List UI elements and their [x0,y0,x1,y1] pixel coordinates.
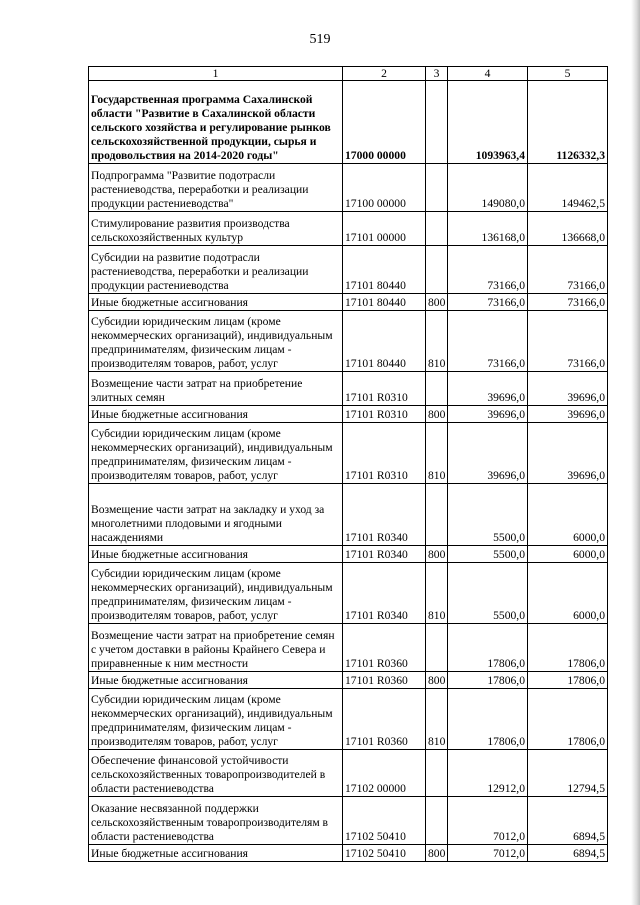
table-row [89,423,608,484]
amount-col5-cell: 6000,0 [528,563,608,624]
amount-col5-cell: 136668,0 [528,212,608,246]
expense-type-cell: 800 [426,672,448,689]
amount-col4-cell: 136168,0 [448,212,528,246]
table-row [89,797,608,845]
expense-type-cell [426,372,448,406]
expense-type-cell: 800 [426,845,448,862]
item-name-cell: Субсидии на развитие подотрасли растениеводства, переработки и реализации продукции растениеводства [89,246,343,294]
table-row [89,546,608,563]
item-name-cell: Обеспечение финансовой устойчивости сельскохозяйственных товаропроизводителей в области растениеводства [89,750,343,797]
column-header: 5 [528,67,608,81]
item-name-cell: Субсидии юридическим лицам (кроме некоммерческих организаций), индивидуальным предпринимателям, физическим лицам - производителям товаров, работ, услуг [89,311,343,372]
amount-col4-cell: 12912,0 [448,750,528,797]
amount-col4-cell: 73166,0 [448,246,528,294]
amount-col5-cell: 6894,5 [528,797,608,845]
table-row [89,246,608,294]
amount-col4-cell: 17806,0 [448,689,528,750]
amount-col4-cell: 7012,0 [448,797,528,845]
expense-type-cell: 800 [426,294,448,311]
target-code-cell: 17101 80440 [343,294,426,311]
budget-table [88,66,608,862]
item-name-cell: Иные бюджетные ассигнования [89,546,343,563]
column-header: 1 [89,67,343,81]
target-code-cell: 17101 R0340 [343,484,426,546]
expense-type-cell [426,212,448,246]
expense-type-cell [426,797,448,845]
item-name-cell: Субсидии юридическим лицам (кроме некоммерческих организаций), индивидуальным предпринимателям, физическим лицам - производителям товаров, работ, услуг [89,689,343,750]
amount-col4-cell: 17806,0 [448,624,528,672]
target-code-cell: 17101 R0340 [343,563,426,624]
item-name-cell: Возмещение части затрат на приобретение элитных семян [89,372,343,406]
amount-col5-cell: 6000,0 [528,484,608,546]
amount-col5-cell: 149462,5 [528,164,608,212]
item-name-cell: Иные бюджетные ассигнования [89,845,343,862]
target-code-cell: 17000 00000 [343,81,426,164]
amount-col5-cell: 39696,0 [528,406,608,423]
column-header: 3 [426,67,448,81]
expense-type-cell: 800 [426,546,448,563]
expense-type-cell: 810 [426,689,448,750]
expense-type-cell: 810 [426,311,448,372]
column-header: 2 [343,67,426,81]
expense-type-cell: 810 [426,563,448,624]
table-row [89,750,608,797]
amount-col5-cell: 73166,0 [528,246,608,294]
amount-col5-cell: 39696,0 [528,423,608,484]
table-row [89,372,608,406]
scan-edge-shadow [631,0,640,905]
amount-col5-cell: 6894,5 [528,845,608,862]
amount-col4-cell: 5500,0 [448,484,528,546]
table-row [89,164,608,212]
target-code-cell: 17102 00000 [343,750,426,797]
target-code-cell: 17101 R0310 [343,372,426,406]
amount-col4-cell: 73166,0 [448,311,528,372]
table-header-row [89,67,608,81]
target-code-cell: 17101 80440 [343,246,426,294]
target-code-cell: 17101 R0340 [343,546,426,563]
amount-col4-cell: 39696,0 [448,406,528,423]
target-code-cell: 17101 00000 [343,212,426,246]
table-row [89,689,608,750]
amount-col5-cell: 73166,0 [528,311,608,372]
item-name-cell: Подпрограмма "Развитие подотрасли растениеводства, переработки и реализации продукции растениеводства" [89,164,343,212]
amount-col5-cell: 17806,0 [528,624,608,672]
table-row [89,311,608,372]
target-code-cell: 17102 50410 [343,797,426,845]
amount-col4-cell: 73166,0 [448,294,528,311]
item-name-cell: Государственная программа Сахалинской области "Развитие в Сахалинской области сельского хозяйства и регулирование рынков сельскохозяйственной продукции, сырья и продовольствия на 2014-2020 годы" [89,81,343,164]
expense-type-cell [426,750,448,797]
expense-type-cell [426,246,448,294]
amount-col5-cell: 39696,0 [528,372,608,406]
amount-col4-cell: 39696,0 [448,423,528,484]
item-name-cell: Стимулирование развития производства сельскохозяйственных культур [89,212,343,246]
expense-type-cell: 800 [426,406,448,423]
table-row [89,212,608,246]
amount-col4-cell: 7012,0 [448,845,528,862]
amount-col5-cell: 73166,0 [528,294,608,311]
target-code-cell: 17101 R0360 [343,689,426,750]
expense-type-cell [426,81,448,164]
table-row [89,81,608,164]
target-code-cell: 17102 50410 [343,845,426,862]
amount-col5-cell: 17806,0 [528,672,608,689]
table-row [89,563,608,624]
column-header: 4 [448,67,528,81]
table-row [89,845,608,862]
item-name-cell: Субсидии юридическим лицам (кроме некоммерческих организаций), индивидуальным предпринимателям, физическим лицам - производителям товаров, работ, услуг [89,563,343,624]
table-row [89,484,608,546]
table-row [89,406,608,423]
amount-col4-cell: 5500,0 [448,546,528,563]
amount-col4-cell: 39696,0 [448,372,528,406]
target-code-cell: 17100 00000 [343,164,426,212]
table-row [89,294,608,311]
amount-col4-cell: 149080,0 [448,164,528,212]
amount-col5-cell: 17806,0 [528,689,608,750]
expense-type-cell [426,164,448,212]
amount-col5-cell: 12794,5 [528,750,608,797]
expense-type-cell [426,624,448,672]
target-code-cell: 17101 R0310 [343,406,426,423]
item-name-cell: Оказание несвязанной поддержки сельскохозяйственным товаропроизводителям в области растениеводства [89,797,343,845]
item-name-cell: Возмещение части затрат на закладку и уход за многолетними плодовыми и ягодными насаждениями [89,484,343,546]
item-name-cell: Иные бюджетные ассигнования [89,672,343,689]
target-code-cell: 17101 R0360 [343,624,426,672]
expense-type-cell [426,484,448,546]
item-name-cell: Субсидии юридическим лицам (кроме некоммерческих организаций), индивидуальным предпринимателям, физическим лицам - производителям товаров, работ, услуг [89,423,343,484]
page-number: 519 [309,32,331,47]
amount-col5-cell: 1126332,3 [528,81,608,164]
expense-type-cell: 810 [426,423,448,484]
amount-col4-cell: 5500,0 [448,563,528,624]
target-code-cell: 17101 80440 [343,311,426,372]
table-row [89,624,608,672]
item-name-cell: Возмещение части затрат на приобретение семян с учетом доставки в районы Крайнего Севера и приравненные к ним местности [89,624,343,672]
target-code-cell: 17101 R0310 [343,423,426,484]
table-row [89,672,608,689]
item-name-cell: Иные бюджетные ассигнования [89,406,343,423]
amount-col4-cell: 17806,0 [448,672,528,689]
target-code-cell: 17101 R0360 [343,672,426,689]
amount-col5-cell: 6000,0 [528,546,608,563]
amount-col4-cell: 1093963,4 [448,81,528,164]
item-name-cell: Иные бюджетные ассигнования [89,294,343,311]
